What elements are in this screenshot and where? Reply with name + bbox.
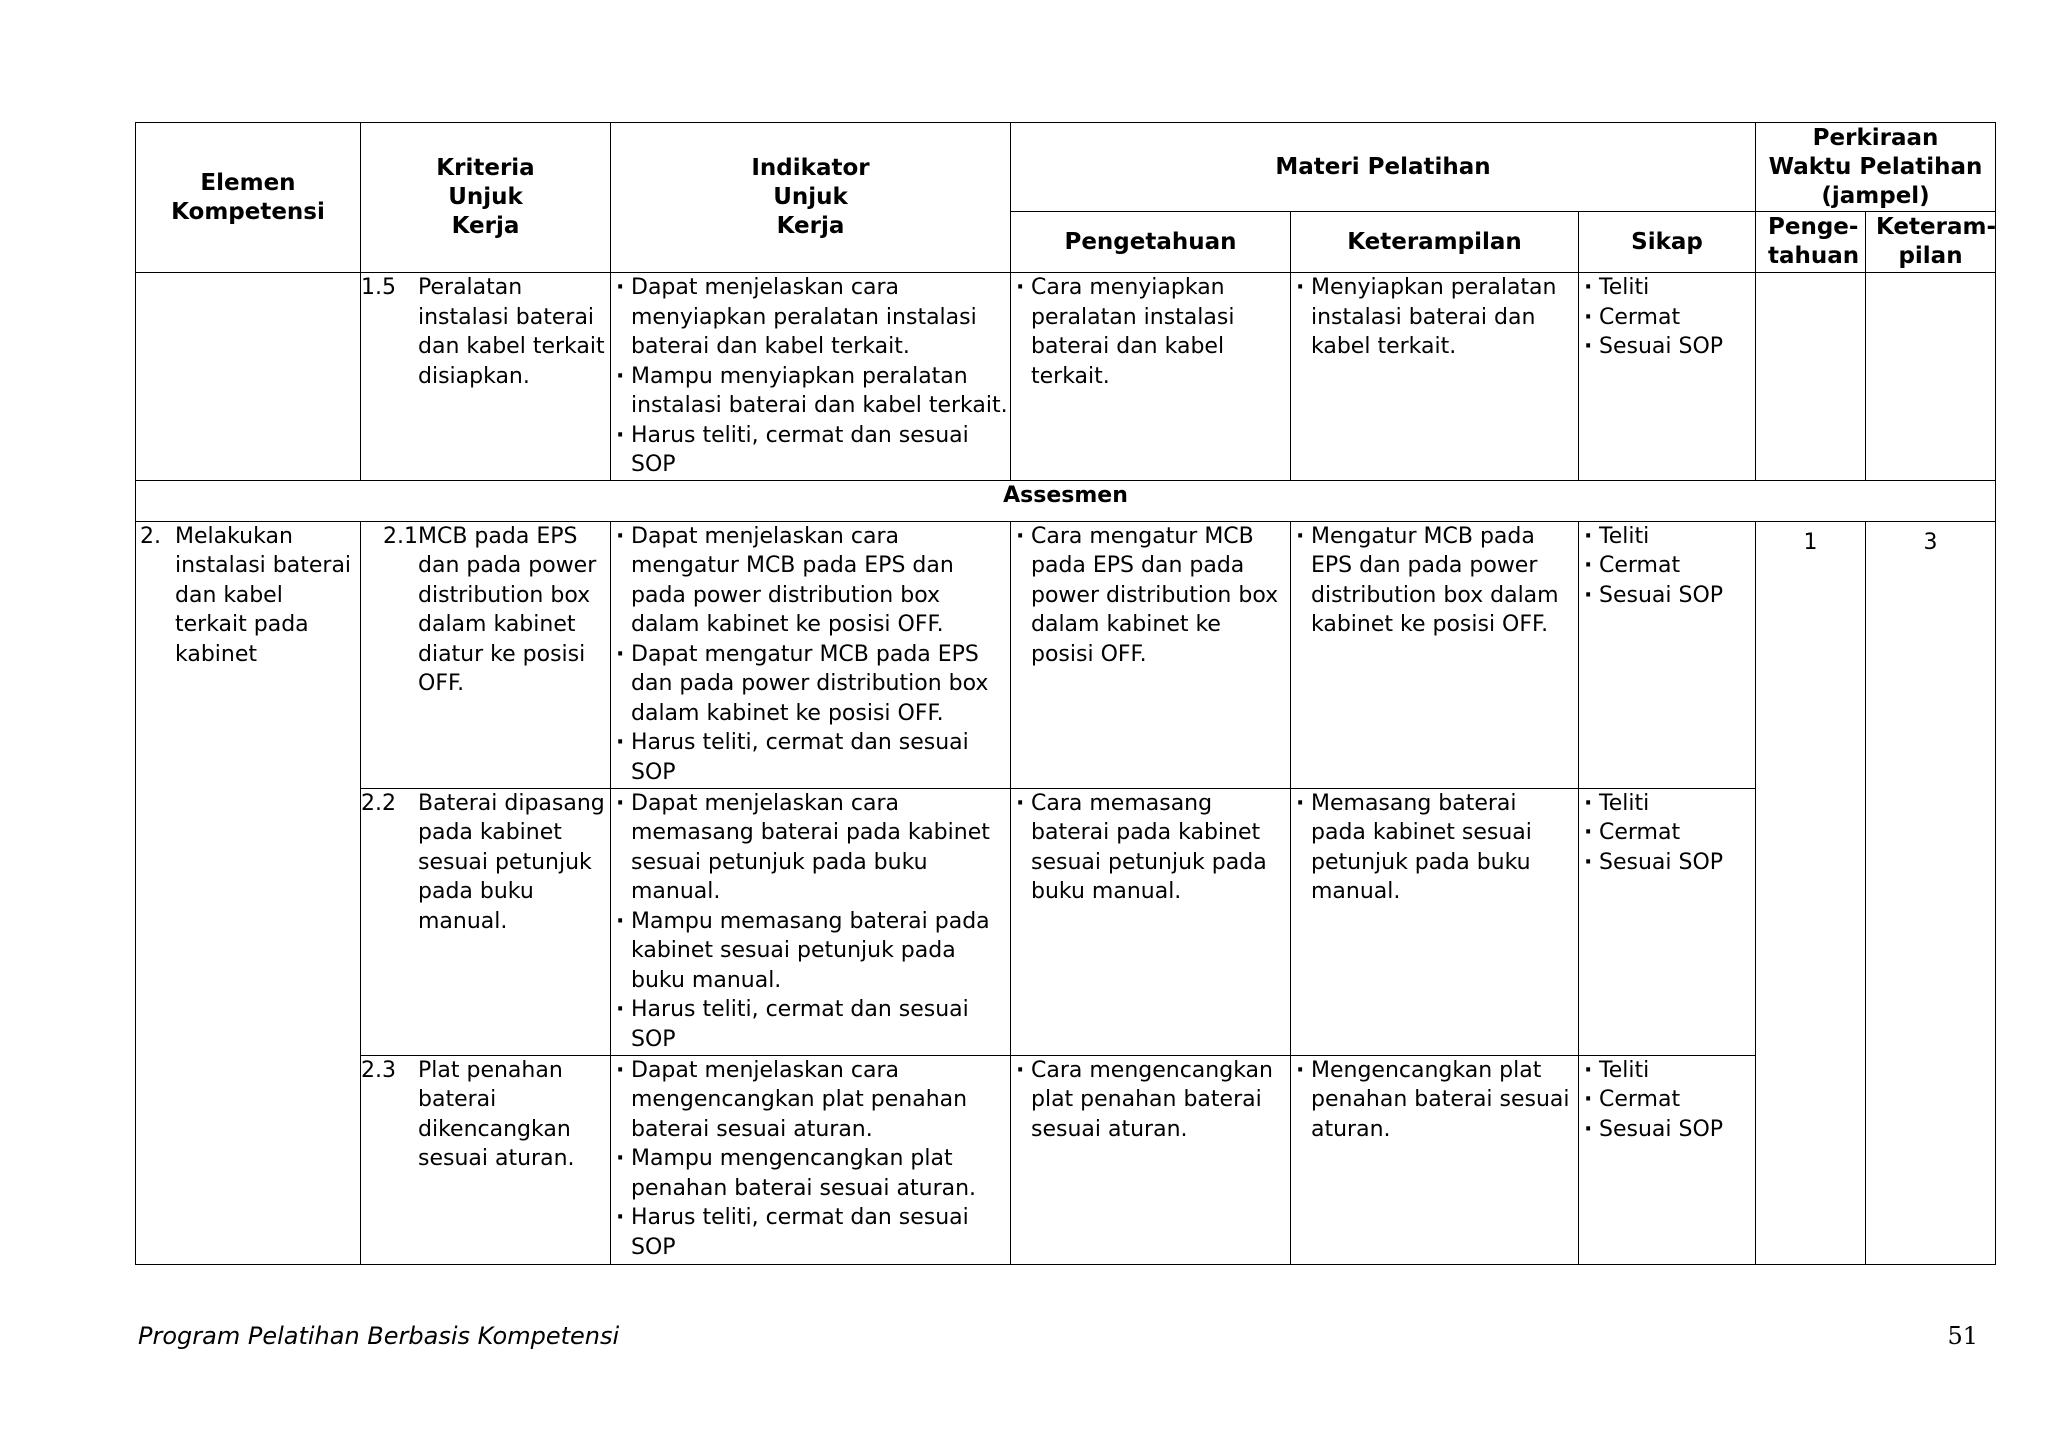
header-pengetahuan: Pengetahuan	[1011, 212, 1291, 273]
indikator-cell	[611, 273, 1011, 481]
list-item: · Harus teliti, cermat dan sesuai SOP	[611, 728, 1010, 787]
kuk-text: Peralatan instalasi baterai dan kabel terkait disiapkan.	[418, 275, 605, 389]
list-item: · Dapat menjelaskan cara menyiapkan peralatan instalasi baterai dan kabel terkait.	[611, 273, 1010, 362]
bullet-list	[1579, 522, 1755, 611]
pengetahuan-cell	[1011, 273, 1291, 481]
list-item: · Teliti	[1579, 273, 1755, 303]
elemen-cell	[136, 521, 361, 1264]
list-item: · Cara mengencangkan plat penahan baterai sesuai aturan.	[1011, 1056, 1290, 1145]
list-item: · Dapat menjelaskan cara memasang baterai pada kabinet sesuai petunjuk pada buku manual.	[611, 789, 1010, 907]
kuk-text: MCB pada EPS dan pada power distribution box dalam kabinet diatur ke posisi OFF.	[418, 523, 597, 696]
table-row	[136, 521, 1996, 788]
list-item: · Cermat	[1579, 551, 1755, 581]
header-kriteria: Kriteria Unjuk Kerja	[361, 123, 611, 273]
jampel-pengetahuan-value: 1	[1756, 521, 1866, 1264]
bullet-list	[611, 522, 1010, 788]
bullet-list	[1011, 273, 1290, 391]
jampel-pengetahuan-cell	[1756, 273, 1866, 481]
bullet-list	[1579, 789, 1755, 878]
bullet-list	[1011, 522, 1290, 670]
kuk-cell	[361, 1055, 611, 1264]
elemen-cell	[136, 273, 361, 481]
header-materi: Materi Pelatihan	[1011, 123, 1756, 212]
bullet-list	[611, 789, 1010, 1055]
sikap-cell	[1579, 273, 1756, 481]
sikap-cell	[1579, 788, 1756, 1055]
list-item: · Teliti	[1579, 1056, 1755, 1086]
list-item: · Mengatur MCB pada EPS dan pada power distribution box dalam kabinet ke posisi OFF.	[1291, 522, 1578, 640]
kuk-cell	[361, 788, 611, 1055]
kuk-number: 2.1	[383, 523, 418, 549]
bullet-list	[1291, 789, 1578, 907]
list-item: · Cara menyiapkan peralatan instalasi baterai dan kabel terkait.	[1011, 273, 1290, 391]
list-item: · Cermat	[1579, 818, 1755, 848]
header-indikator: Indikator Unjuk Kerja	[611, 123, 1011, 273]
sikap-cell	[1579, 1055, 1756, 1264]
pengetahuan-cell	[1011, 1055, 1291, 1264]
list-item: · Memasang baterai pada kabinet sesuai petunjuk pada buku manual.	[1291, 789, 1578, 907]
header-keterampilan: Keterampilan	[1291, 212, 1579, 273]
kuk-cell	[361, 273, 611, 481]
header-perkiraan: Perkiraan Waktu Pelatihan (jampel)	[1756, 123, 1996, 212]
table-row	[136, 1055, 1996, 1264]
indikator-cell	[611, 521, 1011, 788]
indikator-cell	[611, 788, 1011, 1055]
list-item: · Dapat menjelaskan cara mengatur MCB pada EPS dan pada power distribution box dalam kabinet ke posisi OFF.	[611, 522, 1010, 640]
keterampilan-cell	[1291, 788, 1579, 1055]
list-item: · Cara mengatur MCB pada EPS dan pada power distribution box dalam kabinet ke posisi OFF.	[1011, 522, 1290, 670]
list-item: · Mampu menyiapkan peralatan instalasi baterai dan kabel terkait.	[611, 362, 1010, 421]
keterampilan-cell	[1291, 273, 1579, 481]
bullet-list	[1579, 273, 1755, 362]
list-item: · Menyiapkan peralatan instalasi baterai dan kabel terkait.	[1291, 273, 1578, 362]
kuk-text: Plat penahan baterai dikencangkan sesuai aturan.	[418, 1057, 575, 1171]
jampel-keterampilan-value: 3	[1866, 521, 1996, 1264]
keterampilan-cell	[1291, 1055, 1579, 1264]
list-item: · Cara memasang baterai pada kabinet sesuai petunjuk pada buku manual.	[1011, 789, 1290, 907]
kuk-number: 2.2	[361, 790, 396, 816]
page-number: 51	[1947, 1322, 1978, 1350]
competency-table	[135, 122, 1996, 1265]
table-row	[136, 788, 1996, 1055]
list-item: · Mampu mengencangkan plat penahan baterai sesuai aturan.	[611, 1144, 1010, 1203]
list-item: · Mengencangkan plat penahan baterai sesuai aturan.	[1291, 1056, 1578, 1145]
header-jampel-pengetahuan: Penge- tahuan	[1756, 212, 1866, 273]
bullet-list	[611, 273, 1010, 480]
list-item: · Mampu memasang baterai pada kabinet sesuai petunjuk pada buku manual.	[611, 907, 1010, 996]
list-item: · Sesuai SOP	[1579, 1115, 1755, 1145]
list-item: · Sesuai SOP	[1579, 332, 1755, 362]
sikap-cell	[1579, 521, 1756, 788]
bullet-list	[611, 1056, 1010, 1263]
list-item: · Harus teliti, cermat dan sesuai SOP	[611, 995, 1010, 1054]
assesmen-row	[136, 480, 1996, 521]
kuk-cell	[361, 521, 611, 788]
assesmen-label: Assesmen	[136, 480, 1996, 521]
footer-title: Program Pelatihan Berbasis Kompetensi	[138, 1322, 620, 1350]
bullet-list	[1291, 1056, 1578, 1145]
pengetahuan-cell	[1011, 788, 1291, 1055]
list-item: · Cermat	[1579, 303, 1755, 333]
pengetahuan-cell	[1011, 521, 1291, 788]
header-sikap: Sikap	[1579, 212, 1756, 273]
list-item: · Cermat	[1579, 1085, 1755, 1115]
list-item: · Sesuai SOP	[1579, 581, 1755, 611]
elemen-number: 2.	[140, 523, 161, 549]
bullet-list	[1011, 789, 1290, 907]
list-item: · Harus teliti, cermat dan sesuai SOP	[611, 421, 1010, 480]
table-row	[136, 273, 1996, 481]
bullet-list	[1291, 273, 1578, 362]
elemen-text: Melakukan instalasi baterai dan kabel terkait pada kabinet	[175, 523, 352, 667]
list-item: · Teliti	[1579, 522, 1755, 552]
kuk-number: 1.5	[361, 275, 396, 300]
header-elemen: Elemen Kompetensi	[136, 123, 361, 273]
list-item: · Teliti	[1579, 789, 1755, 819]
list-item: · Dapat menjelaskan cara mengencangkan plat penahan baterai sesuai aturan.	[611, 1056, 1010, 1145]
list-item: · Sesuai SOP	[1579, 848, 1755, 878]
bullet-list	[1291, 522, 1578, 640]
list-item: · Dapat mengatur MCB pada EPS dan pada power distribution box dalam kabinet ke posisi OFF.	[611, 640, 1010, 729]
kuk-number: 2.3	[361, 1057, 396, 1083]
bullet-list	[1579, 1056, 1755, 1145]
jampel-keterampilan-cell	[1866, 273, 1996, 481]
keterampilan-cell	[1291, 521, 1579, 788]
kuk-text: Baterai dipasang pada kabinet sesuai petunjuk pada buku manual.	[418, 790, 605, 934]
bullet-list	[1011, 1056, 1290, 1145]
header-jampel-keterampilan: Keteram- pilan	[1866, 212, 1996, 273]
indikator-cell	[611, 1055, 1011, 1264]
list-item: · Harus teliti, cermat dan sesuai SOP	[611, 1203, 1010, 1262]
